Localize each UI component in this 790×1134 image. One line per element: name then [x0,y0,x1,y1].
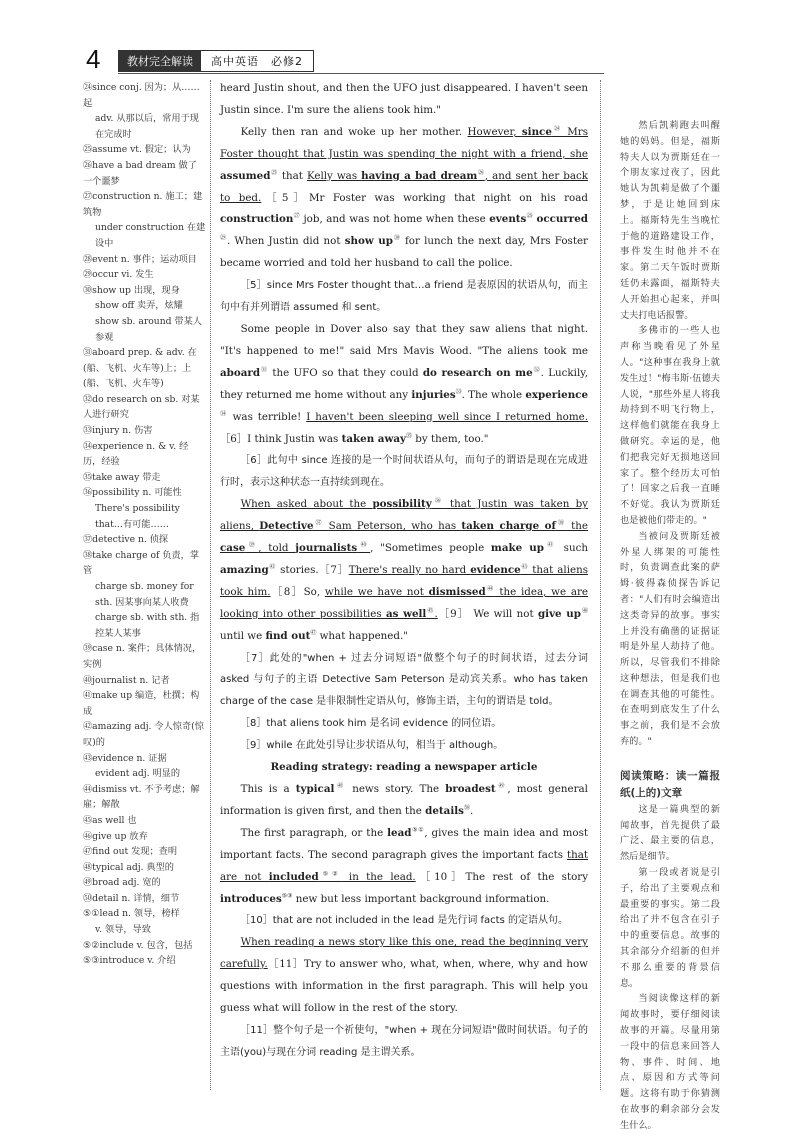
header-bar [118,50,314,72]
vocab-item: evident adj. 明显的 [95,768,181,780]
vocab-item: ㉘event n. 事件；运动项目 [83,253,197,265]
vocab-item: ㊷amazing adj. 令人惊奇(惊叹)的 [83,721,204,748]
vocab-item: show off 卖弄，炫耀 [95,300,183,312]
vocab-item: ㉙occur vi. 发生 [83,269,154,281]
paragraph-6: The first paragraph, or the lead⑤①, gives the main idea and most important facts. The second paragraph gives the important facts that are not included⑤② in the lead.［10］The rest of the story introduces⑤③ new but less important background information. [220,826,589,905]
vocab-item: ㊿detail n. 详情，细节 [83,892,180,904]
vocab-item: ㊽typical adj. 典型的 [83,861,174,873]
note-6: ［6］此句中 since 连接的是一个时间状语从句，而句子的谓语是现在完成进行时，表示这种状态一直持续到现在。 [220,455,588,489]
marker-10: ［10］ [415,870,466,883]
vocab-item: ㊱possibility n. 可能性 [83,487,182,499]
vocab-item: ㉛aboard prep. & adv. 在(船、飞机、火车等)上；上(船、飞机、火车等) [83,347,197,390]
vocab-item: ㊻give up 放弃 [83,830,148,842]
translation-3: 当被问及贾斯廷被外星人绑架的可能性时，负责调查此案的萨姆·彼得森侦探告诉记者："人们有时会编造出这类奇异的故事。事实上并没有确凿的证据证明是外星人劫持了他。所以，尽管我们不排除这种想法，但是我们也在调查其他的可能性。在查明到底发生了什么事之前，我们是不会放弃的。" [620,530,720,748]
vocab-item: adv. 从那以后，常用于现在完成时 [95,113,199,140]
note-8: ［8］that aliens took him 是名词 evidence 的同位语。 [240,718,502,730]
vocab-item: ⑤①lead n. 领导，榜样 [83,908,180,920]
vocab-item: charge sb. money for sth. 因某事向某人收费 [95,581,194,608]
vocab-item: show sb. around 带某人参观 [95,315,202,343]
header-rule [118,73,604,74]
marker-7: ［7］ [318,563,349,576]
strategy-title: 阅读策略：读一篇报纸(上的)文章 [620,769,720,799]
translation-5: 第一段或者说是引子，给出了主要观点和最重要的事实。第二段给出了并不包含在引子中的重要信息。故事的其余部分介绍新的但并不那么重要的背景信息。 [620,867,720,989]
marker-11: ［11］ [267,958,304,971]
marker-5: ［5］ [261,191,309,204]
page-number: 4 [86,44,101,74]
paragraph-2: Kelly then ran and woke up her mother. However, since$^㉔$ Mrs Foster thought that Justin was spending the night with a friend, she assumed$^㉕$ that Kelly was having a bad dream$^㉖$, and sent her back to bed.［5］Mr Foster was working that night on his road construction$^㉗$ job, and was not home when these events$^㉘$ occurred$^㉙$. When Justin did not show $up^㉚$ for lunch the next day, Mrs Foster became worried and told her husband to call the police. [220,125,588,270]
vocab-item: ㊴case n. 案件；具体情况，实例 [83,643,202,670]
vocab-item: ㊾broad adj. 宽的 [83,877,161,889]
vocab-item: ㊸evidence n. 证据 [83,752,167,764]
vocab-item: ㉚show up 出现，现身 [83,284,180,296]
divider-right [600,80,601,1090]
translation-6: 当阅读像这样的新闻故事时，要仔细阅读故事的开篇。尽量用第一段中的信息来回答人物、事件、时间、地点、原因和方式等问题。这将有助于你猜测在故事的剩余部分会发生什么。 [620,993,720,1131]
vocab-item: ㉞experience n. & v. 经历，经验 [83,440,189,468]
vocab-item: ⑤③introduce v. 介绍 [83,955,176,967]
translation-column [620,118,720,1134]
paragraph-4: When asked about the possibility$^㊱$ that Justin was taken by aliens, Detective$^㊲$ Sam Peterson, who has taken charge $of^㊳$ the case$^㊴$, told journalists$^㊵$, "Sometimes people make $up^㊶$ such amazing$^㊷$ stories.［7］There's really no hard evidence$^㊸$ that aliens took him.［8］So, while we have not dismissed$^㊹$ the idea, we are looking into other possibilities as well$^㊺$.［9］ We will not give $up^㊻$ until we find out$^㊼$ what happened." [220,497,588,642]
strategy-heading: Reading strategy: reading a newspaper article [270,761,538,774]
marker-9: ［9］ [437,607,470,620]
vocab-item: ㊹dismiss vt. 不予考虑；解雇；解散 [83,783,200,811]
vocab-item: ㉕assume vt. 假定；认为 [83,144,191,156]
vocab-item: ㊵journalist n. 记者 [83,674,170,686]
vocab-item: ㊳take charge of 负责，掌管 [83,549,200,577]
vocab-item: ㊲detective n. 侦探 [83,534,169,546]
vocab-item: ㉟take away 带走 [83,471,161,483]
subject-label: 高中英语 必修2 [201,51,313,71]
vocab-item: ㉜do research on sb. 对某人进行研究 [83,393,200,421]
vocab-item: ㊼find out 发现；查明 [83,846,178,858]
paragraph-7: When reading a news story like this one, read the beginning very carefully.［11］Try to answer who, what, when, where, why and how questions with information in the first paragraph. This will help you guess what will follow in the rest of the story. [220,936,588,1015]
vocab-item: ㉗construction n. 施工；建筑物 [83,191,203,218]
note-11: ［11］整个句子是一个祈使句，"when + 现在分词短语"做时间状语。句子的主语(you)与现在分词 reading 是主谓关系。 [220,1024,588,1058]
book-title: 教材完全解读 [119,51,201,71]
marker-8: ［8］ [270,585,304,598]
vocab-item: ㉔since conj. 因为；从……起 [83,82,200,109]
vocab-item: ㉖have a bad dream 做了一个噩梦 [83,159,197,187]
vocab-item: ㊺as well 也 [83,814,137,826]
divider-left [210,80,211,1090]
translation-4: 这是一篇典型的新闻故事，首先提供了最广泛、最主要的信息，然后是细节。 [620,803,720,863]
translation-2: 多佛市的一些人也声称当晚看见了外星人。"这种事在我身上就发生过！"梅韦斯·伍德夫人说，"那些外星人将我劫持到不明飞行物上，这样他们就能在我身上做研究。幸运的是，他们把我完好无损地送回家了。整个经历太可怕了！回家之后我一直睡不好觉。我认为贾斯廷也是被他们带走的。" [620,325,720,526]
paragraph-5: This is a typical$^㊽$ news story. The broadest$^㊾$, most general information is given first, and then the details$^㊿$. [220,782,588,817]
translation-1: 然后凯莉跑去叫醒她的妈妈。但是，福斯特夫人以为贾斯廷在一个朋友家过夜了，因此她认为凯莉是做了个噩梦，于是让她回到床上。福斯特先生当晚忙于他的道路建设工作，事件发生时他并不在家。第二天午饭时贾斯廷仍未露面，福斯特夫人开始担心起来，并叫丈夫打电话报警。 [620,120,720,321]
vocab-item: v. 领导，导致 [95,924,151,936]
vocab-item: There's possibility that…有可能…… [95,503,180,530]
paragraph-1: heard Justin shout, and then the UFO just disappeared. I haven't seen Justin since. I'm sure the aliens took him." [220,82,588,116]
vocab-item: ㊶make up 编造，杜撰；构成 [83,690,200,717]
vocab-item: charge sb. with sth. 指控某人某事 [95,612,200,639]
note-7: ［7］此处的"when + 过去分词短语"做整个句子的时间状语，过去分词 asked 与句子的主语 Detective Sam Peterson 是动宾关系。who has taken charge of the case 是非限制性定语从句，修饰主语，主句的谓语是 told。 [220,652,588,708]
vocab-item: under construction 在建设中 [95,222,206,249]
note-9: ［9］while 在此处引导让步状语从句，相当于 although。 [240,740,504,752]
marker-6: ［6］ [220,432,248,445]
main-text [220,78,588,1064]
vocab-item: ⑤②include v. 包含，包括 [83,939,193,951]
paragraph-3: Some people in Dover also say that they saw aliens that night. "It's happened to me!" said Mrs Mavis Wood. "The aliens took me aboard$^㉛$ the UFO so that they could do research on $me^㉜$. Luckily, they returned me home without any injuries$^㉝$. The whole experience$^㉞$ was terrible! I haven't been sleeping well since I returned home.［6］I think Justin was taken away$^㉟$ by them, too." [220,322,588,445]
note-10: ［10］that are not included in the lead 是先行词 facts 的定语从句。 [240,915,568,927]
vocab-column [83,80,206,969]
vocab-item: ㉝injury n. 伤害 [83,425,153,437]
note-5: ［5］since Mrs Foster thought that…a friend 是表原因的状语从句，而主句中有并列谓语 assumed 和 sent。 [220,280,588,314]
